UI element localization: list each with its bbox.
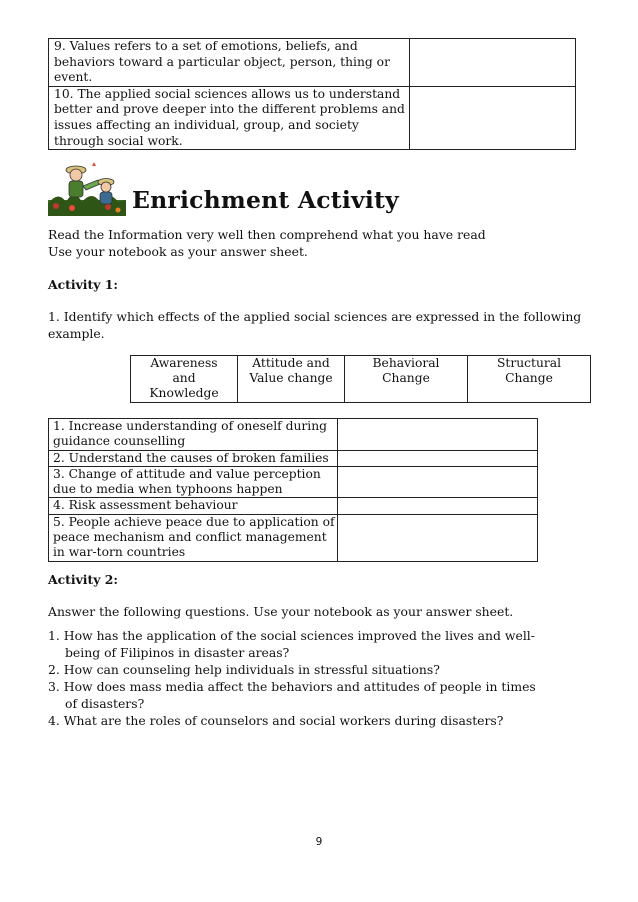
- category-cell: Attitude and Value change: [238, 356, 345, 403]
- example-cell: 3. Change of attitude and value perception due to media when typhoons happen: [49, 466, 338, 498]
- activity1-instruction: 1. Identify which effects of the applied social sciences are expressed in the following example.: [48, 309, 582, 341]
- answer-cell[interactable]: [410, 86, 576, 149]
- answer-cell[interactable]: [410, 39, 576, 87]
- category-cell: Awareness and Knowledge: [131, 356, 238, 403]
- list-item: 3. How does mass media affect the behaviors and attitudes of people in times of disasters?: [48, 679, 536, 711]
- list-item: 2. How can counseling help individuals in stressful situations?: [48, 662, 440, 677]
- list-item: 1. How has the application of the social sciences improved the lives and well-being of Filipinos in disaster areas?: [48, 628, 535, 660]
- example-cell: 2. Understand the causes of broken families: [49, 450, 338, 466]
- effects-answer-table: [48, 418, 538, 562]
- intro-line-2: Use your notebook as your answer sheet.: [48, 244, 308, 259]
- table-row: [49, 39, 576, 87]
- example-cell: 4. Risk assessment behaviour: [49, 498, 338, 514]
- table-row: [49, 86, 576, 149]
- section-title: Enrichment Activity: [132, 186, 399, 214]
- category-cell: Behavioral Change: [345, 356, 468, 403]
- gardening-kids-illustration: [48, 160, 126, 216]
- effect-categories-table: [130, 355, 591, 403]
- activity1-heading: Activity 1:: [48, 277, 118, 292]
- activity2-heading: Activity 2:: [48, 572, 118, 587]
- table-row: [49, 498, 538, 514]
- question-cell: 10. The applied social sciences allows us to understand better and prove deeper into the different problems and issues affecting an individual, group, and society through social work.: [49, 86, 410, 149]
- intro-line-1: Read the Information very well then comprehend what you have read: [48, 227, 486, 242]
- category-cell: Structural Change: [468, 356, 591, 403]
- section-banner: [48, 160, 588, 220]
- list-item: 4. What are the roles of counselors and social workers during disasters?: [48, 713, 504, 728]
- table-row: [49, 466, 538, 498]
- answer-cell[interactable]: [338, 498, 538, 514]
- question-list: [48, 627, 548, 729]
- table-row: [49, 450, 538, 466]
- answer-cell[interactable]: [338, 466, 538, 498]
- question-cell: 9. Values refers to a set of emotions, beliefs, and behaviors toward a particular object, person, thing or event.: [49, 39, 410, 87]
- top-questions-table: [48, 38, 576, 150]
- page-number: 9: [315, 836, 323, 848]
- table-row: [49, 514, 538, 561]
- answer-cell[interactable]: [338, 514, 538, 561]
- example-cell: 1. Increase understanding of oneself during guidance counselling: [49, 419, 338, 451]
- answer-cell[interactable]: [338, 450, 538, 466]
- example-cell: 5. People achieve peace due to application of peace mechanism and conflict management in war-torn countries: [49, 514, 338, 561]
- table-row: [131, 356, 591, 403]
- activity2-instruction: Answer the following questions. Use your notebook as your answer sheet.: [48, 604, 514, 619]
- answer-cell[interactable]: [338, 419, 538, 451]
- table-row: [49, 419, 538, 451]
